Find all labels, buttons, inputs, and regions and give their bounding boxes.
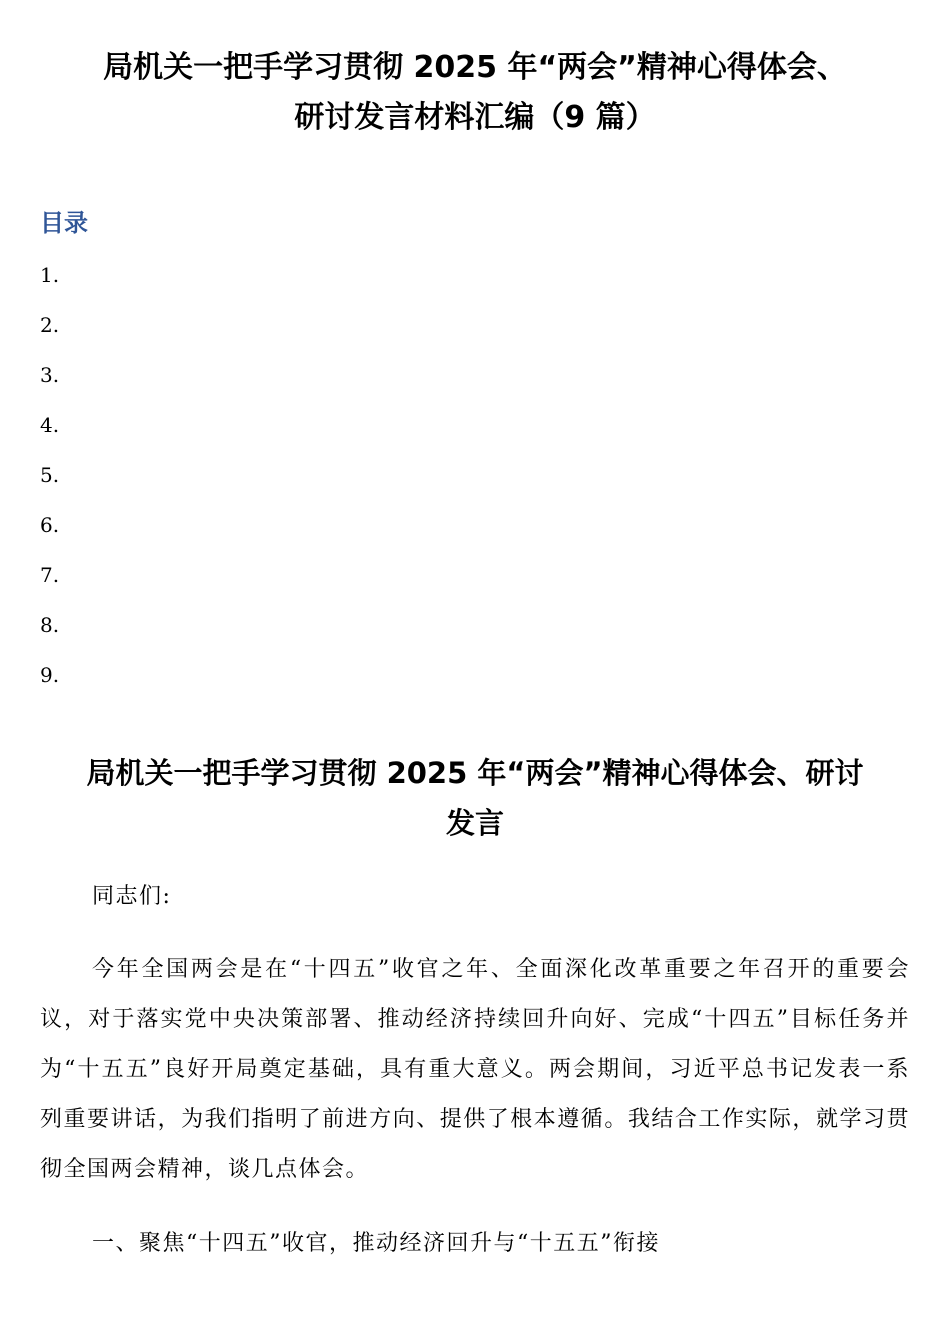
body-paragraph: 今年全国两会是在“十四五”收官之年、全面深化改革重要之年召开的重要会议，对于落实党中央决策部署、推动经济持续回升向好、完成“十四五”目标任务并为“十五五”良好开局奠定基础，具有重大意义。两会期间，习近平总书记发表一系列重要讲话，为我们指明了前进方向、提供了根本遵循。我结合工作实际，就学习贯彻全国两会精神，谈几点体会。 (40, 957, 910, 1182)
section-title-line-2: 发言 (445, 806, 504, 840)
toc-item[interactable]: 8. (40, 613, 60, 637)
toc-item[interactable]: 4. (40, 413, 60, 437)
toc-item[interactable]: 7. (40, 563, 60, 587)
toc-heading: 目录 (40, 209, 88, 237)
toc-item[interactable]: 3. (40, 363, 60, 387)
toc-list (40, 255, 59, 705)
document-title-line-1: 局机关一把手学习贯彻 2025 年“两会”精神心得体会、 (103, 50, 847, 85)
toc-item[interactable]: 9. (40, 663, 60, 687)
document-title-line-2: 研讨发言材料汇编（9 篇） (294, 100, 656, 135)
greeting-paragraph: 同志们: (92, 884, 172, 909)
section-title-line-1: 局机关一把手学习贯彻 2025 年“两会”精神心得体会、研讨 (86, 756, 864, 790)
toc-item[interactable]: 2. (40, 313, 60, 337)
point-heading-1: 一、聚焦“十四五”收官，推动经济回升与“十五五”衔接 (92, 1231, 660, 1256)
toc-item[interactable]: 1. (40, 263, 60, 287)
toc-item[interactable]: 6. (40, 513, 60, 537)
toc-item[interactable]: 5. (40, 463, 60, 487)
